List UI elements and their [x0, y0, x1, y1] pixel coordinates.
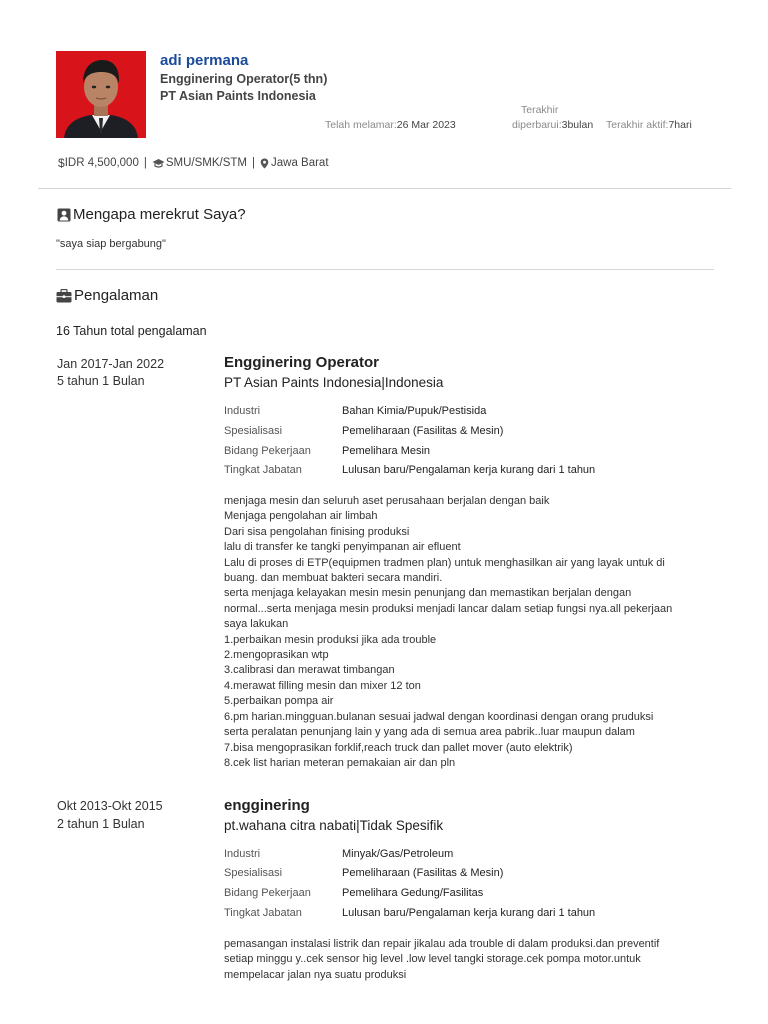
- updated-info: [512, 119, 593, 131]
- dollar-icon: $: [58, 156, 65, 170]
- updated-value: 3bulan: [561, 119, 594, 131]
- candidate-name[interactable]: adi permana: [160, 52, 249, 69]
- detail-label: Industri: [224, 848, 261, 860]
- user-icon: [57, 208, 71, 222]
- detail-row-industry: [224, 848, 684, 866]
- detail-value: Pemeliharaan (Fasilitas & Mesin): [342, 867, 504, 879]
- job-description: pemasangan instalasi listrik dan repair jikalau ada trouble di dalam produksi.dan preventif setiap minggu y..cek sensor hig level .low level tangki storage.cek pompa motor.untuk mempelacar jalan nya suatu produksi: [224, 938, 660, 981]
- job-details: [224, 405, 694, 485]
- experience-section-title: [56, 287, 158, 304]
- profile-photo: [56, 51, 146, 138]
- graduation-cap-icon: [152, 158, 165, 168]
- detail-value: Lulusan baru/Pengalaman kerja kurang dari 1 tahun: [342, 464, 596, 476]
- job-description: menjaga mesin dan seluruh aset perusahaan berjalan dengan baik Menjaga pengolahan air limbah Dari sisa pengolahan finising produksi lalu di transfer ke tangki penyimpanan air efluent Lalu di proses di ETP(equipmen tradmen plan) untuk menghasilkan air yang layak untuk di buang. dan membuat bakteri secara mandiri. serta menjaga kelayakan mesin mesin penunjang dan memastikan berjalan dengan normal...serta menjaga mesin produksi menjadi lancar dalam setiap fungsi nya.all pekerjaan saya lakukan 1.perbaikan mesin produksi jika ada trouble 2.mengoprasikan wtp 3.calibrasi dan merawat timbangan 4.merawat filling mesin dan mixer 12 ton 5.perbaikan pompa air 6.pm harian.mingguan.bulanan sesuai jadwal dengan koordinasi dengan orang pruduksi serta peralatan penunjang lain y yang ada di semua area pabrik..luar maupun dalam 7.bisa mengoprasikan forklif,reach truck dan pallet mover (auto elektrik) 8.cek list harian meteran pemakaian air dan pln: [224, 495, 673, 769]
- job-details: [224, 848, 694, 928]
- why-text: "saya siap bergabung": [56, 238, 166, 250]
- detail-value: Pemelihara Mesin: [342, 445, 431, 457]
- job-duration: 5 tahun 1 Bulan: [57, 374, 145, 388]
- detail-row-level: [224, 907, 684, 925]
- job-period: Okt 2013-Okt 2015: [57, 799, 163, 813]
- active-info: [606, 119, 692, 131]
- detail-label: Tingkat Jabatan: [224, 464, 302, 476]
- briefcase-icon: [56, 289, 72, 303]
- applied-info: [325, 119, 456, 131]
- meta-separator: |: [252, 157, 255, 169]
- detail-value: Pemelihara Gedung/Fasilitas: [342, 887, 484, 899]
- location-pin-icon: [260, 158, 269, 169]
- job-country: Tidak Spesifik: [359, 818, 444, 833]
- candidate-company: PT Asian Paints Indonesia: [160, 89, 316, 103]
- detail-row-field: [224, 445, 684, 463]
- job-country: Indonesia: [384, 375, 444, 390]
- candidate-meta: [58, 156, 329, 170]
- applied-label: Telah melamar:: [325, 119, 397, 131]
- education: SMU/SMK/STM: [165, 157, 247, 169]
- person-photo-icon: [56, 51, 146, 138]
- active-value: 7hari: [668, 119, 692, 131]
- job-title: Engginering Operator: [224, 354, 380, 371]
- experience-total: 16 Tahun total pengalaman: [56, 324, 207, 338]
- detail-value: Minyak/Gas/Petroleum: [342, 848, 454, 860]
- applied-date: 26 Mar 2023: [396, 119, 456, 131]
- job-company: pt.wahana citra nabati: [224, 818, 357, 833]
- divider: [38, 188, 731, 189]
- experience-title: Pengalaman: [74, 287, 159, 304]
- detail-label: Tingkat Jabatan: [224, 907, 302, 919]
- detail-label: Bidang Pekerjaan: [224, 445, 311, 457]
- detail-value: Lulusan baru/Pengalaman kerja kurang dari 1 tahun: [342, 907, 596, 919]
- job-title: engginering: [224, 797, 310, 814]
- detail-row-field: [224, 887, 684, 905]
- company-separator: |: [356, 818, 360, 833]
- updated-label-line2: diperbarui:: [512, 119, 562, 131]
- detail-value: Pemeliharaan (Fasilitas & Mesin): [342, 425, 504, 437]
- why-title: Mengapa merekrut Saya?: [73, 206, 246, 223]
- detail-row-specialization: [224, 425, 684, 443]
- meta-separator: |: [143, 157, 147, 169]
- detail-value: Bahan Kimia/Pupuk/Pestisida: [342, 405, 487, 417]
- location: Jawa Barat: [271, 157, 329, 169]
- candidate-headline: Engginering Operator(5 thn): [160, 72, 328, 86]
- why-section-title: [57, 206, 246, 223]
- detail-label: Bidang Pekerjaan: [224, 887, 311, 899]
- detail-label: Spesialisasi: [224, 425, 283, 437]
- detail-label: Spesialisasi: [224, 867, 283, 879]
- job-company-line: [224, 818, 443, 833]
- divider: [56, 269, 714, 270]
- job-company-line: [224, 375, 443, 390]
- detail-label: Industri: [224, 405, 261, 417]
- job-company: PT Asian Paints Indonesia: [224, 375, 382, 390]
- detail-row-industry: [224, 405, 684, 423]
- updated-label-line1: Terakhir: [521, 104, 559, 116]
- company-separator: |: [381, 375, 385, 390]
- detail-row-specialization: [224, 867, 684, 885]
- job-duration: 2 tahun 1 Bulan: [57, 817, 145, 831]
- active-label: Terakhir aktif:: [606, 119, 669, 131]
- salary: IDR 4,500,000: [64, 157, 139, 169]
- job-period: Jan 2017-Jan 2022: [57, 357, 165, 371]
- detail-row-level: [224, 464, 684, 482]
